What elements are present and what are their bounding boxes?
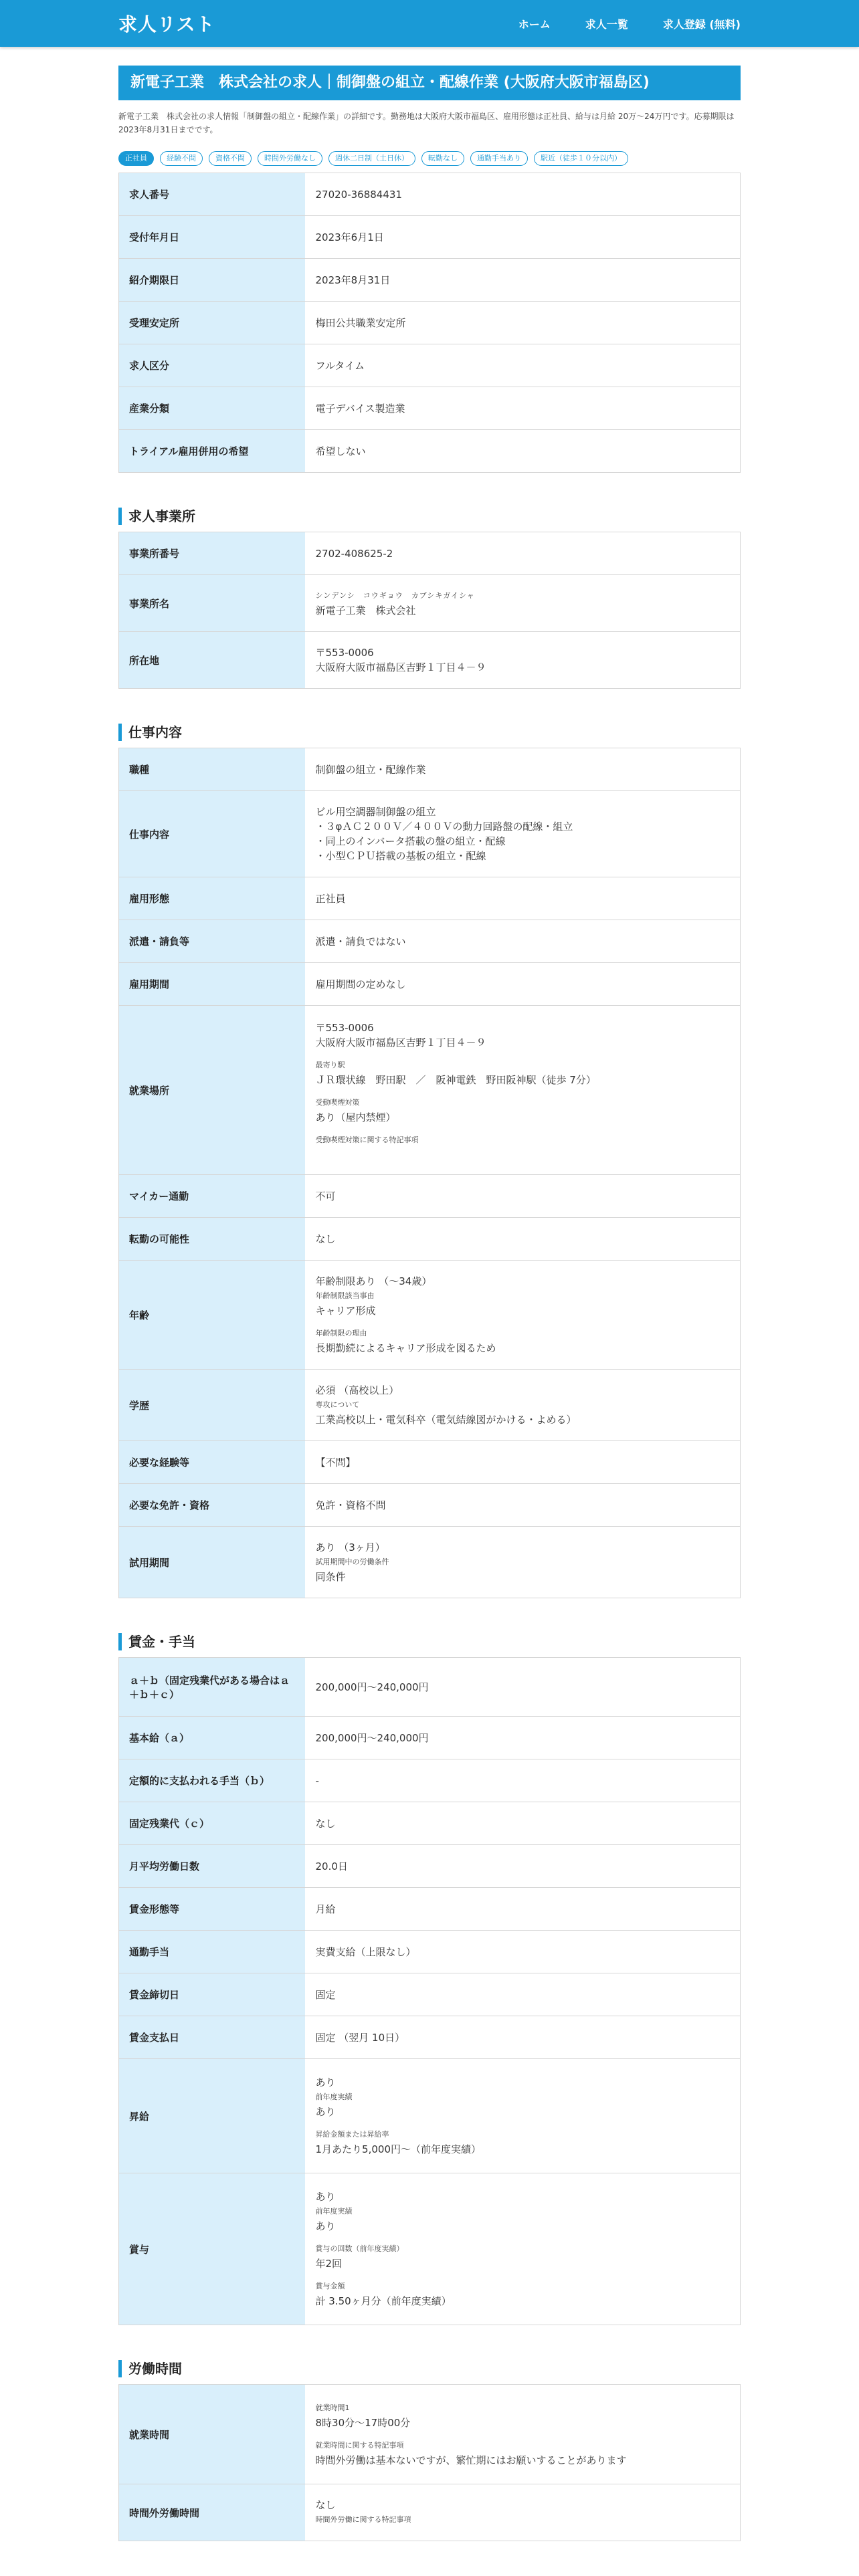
table-row xyxy=(119,532,741,575)
table-row xyxy=(119,877,741,920)
trial-condition-label: 試用期間中の労働条件 xyxy=(315,1558,389,1566)
table-row xyxy=(119,387,741,430)
main-content xyxy=(118,66,741,2541)
table-row xyxy=(119,2059,741,2173)
table-row xyxy=(119,1484,741,1527)
tag-badge[interactable]: 通勤手当あり xyxy=(470,151,528,166)
smoking-note-label: 受動喫煙対策に関する特記事項 xyxy=(315,1136,419,1144)
row-value: 免許・資格不問 xyxy=(305,1484,741,1527)
row-value xyxy=(305,791,741,877)
row-value xyxy=(305,575,741,632)
table-row xyxy=(119,1931,741,1973)
row-value xyxy=(305,632,741,689)
row-label: 雇用形態 xyxy=(119,877,305,920)
row-label: ａ＋ｂ（固定残業代がある場合はａ＋ｂ＋ｃ） xyxy=(119,1658,305,1717)
row-value xyxy=(305,2484,741,2541)
row-label: 仕事内容 xyxy=(119,791,305,877)
bonus-prev-label: 前年度実績 xyxy=(315,2207,353,2216)
bonus-amount-label: 賞与金額 xyxy=(315,2282,345,2290)
table-row xyxy=(119,920,741,963)
row-label: 受理安定所 xyxy=(119,302,305,344)
row-value: 雇用期間の定めなし xyxy=(305,963,741,1006)
table-row xyxy=(119,748,741,791)
office-name-kana: シンデンシ コウギョウ カブシキガイシャ xyxy=(315,591,475,600)
row-value xyxy=(305,1370,741,1441)
wage-section xyxy=(118,1633,741,2325)
office-section xyxy=(118,508,741,689)
address: 大阪府大阪市福島区吉野１丁目４－９ xyxy=(315,661,486,673)
row-label: 試用期間 xyxy=(119,1527,305,1598)
content-line: ビル用空調器制御盤の組立 xyxy=(315,806,436,818)
bonus-prev: あり xyxy=(315,2220,336,2232)
education-major: 工業高校以上・電気科卒（電気結線図がかける・よめる） xyxy=(315,1414,577,1426)
tag-list xyxy=(118,151,741,166)
age-basis: 長期勤続によるキャリア形成を図るため xyxy=(315,1342,496,1354)
overtime: なし xyxy=(315,2499,336,2511)
row-value: 2023年6月1日 xyxy=(305,216,741,259)
row-value: 【不問】 xyxy=(305,1441,741,1484)
table-row xyxy=(119,1658,741,1717)
row-label: 派遣・請負等 xyxy=(119,920,305,963)
tag-badge[interactable]: 週休二日制（土日休） xyxy=(328,151,415,166)
table-row xyxy=(119,216,741,259)
row-value xyxy=(305,1261,741,1370)
education-major-label: 専攻について xyxy=(315,1400,360,1409)
row-label: 職種 xyxy=(119,748,305,791)
tag-badge[interactable]: 転勤なし xyxy=(421,151,464,166)
table-row xyxy=(119,430,741,473)
table-row xyxy=(119,1441,741,1484)
row-value: なし xyxy=(305,1218,741,1261)
raise-amount-label: 昇給金額または昇給率 xyxy=(315,2130,389,2139)
nav-job-register-link[interactable]: 求人登録 (無料) xyxy=(662,17,741,31)
row-label: 賃金形態等 xyxy=(119,1888,305,1931)
row-label: 賃金締切日 xyxy=(119,1973,305,2016)
row-label: 学歴 xyxy=(119,1370,305,1441)
row-value: 固定 （翌月 10日） xyxy=(305,2016,741,2059)
trial-period: あり （3ヶ月） xyxy=(315,1541,385,1553)
table-row xyxy=(119,1759,741,1802)
table-row xyxy=(119,2484,741,2541)
bonus-times-label: 賞与の回数（前年度実績） xyxy=(315,2244,404,2253)
row-label: 事業所名 xyxy=(119,575,305,632)
overtime-note-label: 時間外労働に関する特記事項 xyxy=(315,2515,411,2524)
row-label: トライアル雇用併用の希望 xyxy=(119,430,305,473)
row-label: 必要な免許・資格 xyxy=(119,1484,305,1527)
table-row xyxy=(119,1006,741,1175)
age-limit: 年齢制限あり （〜34歳） xyxy=(315,1275,432,1287)
row-label: 通勤手当 xyxy=(119,1931,305,1973)
row-label: 事業所番号 xyxy=(119,532,305,575)
row-label: 転勤の可能性 xyxy=(119,1218,305,1261)
site-logo[interactable]: 求人リスト xyxy=(118,13,215,35)
row-value: 正社員 xyxy=(305,877,741,920)
age-reason-label: 年齢制限該当事由 xyxy=(315,1291,375,1300)
top-bar xyxy=(0,0,859,47)
row-value: 希望しない xyxy=(305,430,741,473)
work-note-label: 就業時間に関する特記事項 xyxy=(315,2441,404,2450)
hours-section xyxy=(118,2360,741,2541)
table-row xyxy=(119,1973,741,2016)
table-row xyxy=(119,1261,741,1370)
table-row xyxy=(119,963,741,1006)
row-value: 固定 xyxy=(305,1973,741,2016)
raise-amount: 1月あたり5,000円〜（前年度実績） xyxy=(315,2143,481,2155)
row-value: 2023年8月31日 xyxy=(305,259,741,302)
table-row xyxy=(119,1717,741,1759)
row-value: 27020-36884431 xyxy=(305,173,741,216)
station: ＪＲ環状線 野田駅 ／ 阪神電鉄 野田阪神駅（徒歩 7分） xyxy=(315,1074,596,1086)
row-value: なし xyxy=(305,1802,741,1845)
job-description: 新電子工業 株式会社の求人情報「制御盤の組立・配線作業」の詳細です。勤務地は大阪府大阪市福島区、雇用形態は正社員、給与は月給 20万〜24万円です。応募期限は2023年8月31日までです。 xyxy=(118,112,735,134)
table-row xyxy=(119,632,741,689)
row-label: 定額的に支払われる手当（ｂ） xyxy=(119,1759,305,1802)
row-label: 産業分類 xyxy=(119,387,305,430)
row-label: 年齢 xyxy=(119,1261,305,1370)
tag-badge[interactable]: 時間外労働なし xyxy=(258,151,322,166)
row-label: 昇給 xyxy=(119,2059,305,2173)
content-line: ・同上のインバータ搭載の盤の組立・配線 xyxy=(315,835,506,847)
work-section xyxy=(118,724,741,1598)
table-row xyxy=(119,302,741,344)
table-row xyxy=(119,2173,741,2325)
table-row xyxy=(119,2016,741,2059)
main-nav xyxy=(518,16,741,31)
section-heading: 労働時間 xyxy=(118,2360,741,2377)
postal-code: 〒553-0006 xyxy=(315,647,374,659)
table-row xyxy=(119,1370,741,1441)
raise-prev-label: 前年度実績 xyxy=(315,2092,353,2101)
row-value: 実費支給（上限なし） xyxy=(305,1931,741,1973)
row-value: - xyxy=(305,1759,741,1802)
table-row xyxy=(119,344,741,387)
row-value: 月給 xyxy=(305,1888,741,1931)
table-row xyxy=(119,791,741,877)
section-heading: 賃金・手当 xyxy=(118,1633,741,1650)
address: 大阪府大阪市福島区吉野１丁目４－９ xyxy=(315,1037,486,1049)
bonus: あり xyxy=(315,2191,336,2203)
section-heading: 仕事内容 xyxy=(118,724,741,741)
tag-badge[interactable]: 経験不問 xyxy=(160,151,203,166)
row-value xyxy=(305,1006,741,1175)
trial-condition: 同条件 xyxy=(315,1571,346,1583)
station-label: 最寄り駅 xyxy=(315,1061,345,1069)
row-label: 就業場所 xyxy=(119,1006,305,1175)
row-label: 受付年月日 xyxy=(119,216,305,259)
bonus-amount: 計 3.50ヶ月分（前年度実績） xyxy=(315,2295,452,2307)
postal-code: 〒553-0006 xyxy=(315,1022,374,1034)
work-note: 時間外労働は基本ないですが、繁忙期にはお願いすることがあります xyxy=(315,2454,627,2466)
row-value: 不可 xyxy=(305,1175,741,1218)
row-value: 2702-408625-2 xyxy=(305,532,741,575)
age-basis-label: 年齢制限の理由 xyxy=(315,1329,367,1337)
raise-prev: あり xyxy=(315,2106,336,2118)
table-row xyxy=(119,1175,741,1218)
row-value xyxy=(305,2385,741,2484)
row-label: 固定残業代（ｃ） xyxy=(119,1802,305,1845)
row-value: フルタイム xyxy=(305,344,741,387)
content-line: ・３φＡＣ２００Ｖ／４００Ｖの動力回路盤の配線・組立 xyxy=(315,821,573,833)
row-value xyxy=(305,1527,741,1598)
row-value: 制御盤の組立・配線作業 xyxy=(305,748,741,791)
education: 必須 （高校以上） xyxy=(315,1384,399,1396)
table-row xyxy=(119,575,741,632)
tag-badge[interactable]: 資格不問 xyxy=(209,151,252,166)
hours-table xyxy=(118,2384,741,2541)
row-value xyxy=(305,2173,741,2325)
work-table xyxy=(118,748,741,1598)
row-value: 200,000円〜240,000円 xyxy=(305,1717,741,1759)
row-value: 梅田公共職業安定所 xyxy=(305,302,741,344)
nav-job-list-link[interactable]: 求人一覧 xyxy=(585,17,628,31)
row-label: 雇用期間 xyxy=(119,963,305,1006)
table-row xyxy=(119,173,741,216)
office-table xyxy=(118,532,741,689)
tag-badge[interactable]: 正社員 xyxy=(118,151,154,166)
table-row xyxy=(119,1527,741,1598)
row-label: 就業時間 xyxy=(119,2385,305,2484)
row-value xyxy=(305,2059,741,2173)
bonus-times: 年2回 xyxy=(315,2258,343,2270)
row-value: 20.0日 xyxy=(305,1845,741,1888)
row-label: 賃金支払日 xyxy=(119,2016,305,2059)
office-name: 新電子工業 株式会社 xyxy=(315,605,416,617)
row-label: 所在地 xyxy=(119,632,305,689)
row-value: 200,000円〜240,000円 xyxy=(305,1658,741,1717)
table-row xyxy=(119,1802,741,1845)
nav-home-link[interactable]: ホーム xyxy=(518,17,551,31)
row-label: 時間外労働時間 xyxy=(119,2484,305,2541)
work1: 8時30分〜17時00分 xyxy=(315,2417,411,2429)
row-label: 月平均労働日数 xyxy=(119,1845,305,1888)
table-row xyxy=(119,1888,741,1931)
row-value: 派遣・請負ではない xyxy=(305,920,741,963)
row-label: 賞与 xyxy=(119,2173,305,2325)
table-row xyxy=(119,259,741,302)
basic-info-table xyxy=(118,173,741,473)
wage-table xyxy=(118,1657,741,2325)
work1-label: 就業時間1 xyxy=(315,2403,350,2412)
content-line: ・小型ＣＰＵ搭載の基板の組立・配線 xyxy=(315,850,486,862)
row-label: 求人番号 xyxy=(119,173,305,216)
table-row xyxy=(119,1845,741,1888)
row-value: 電子デバイス製造業 xyxy=(305,387,741,430)
job-title: 新電子工業 株式会社の求人｜制御盤の組立・配線作業 (大阪府大阪市福島区) xyxy=(118,66,741,100)
table-row xyxy=(119,1218,741,1261)
age-reason: キャリア形成 xyxy=(315,1305,376,1317)
row-label: マイカー通勤 xyxy=(119,1175,305,1218)
smoking-label: 受動喫煙対策 xyxy=(315,1098,360,1107)
table-row xyxy=(119,2385,741,2484)
section-heading: 求人事業所 xyxy=(118,508,741,525)
row-label: 必要な経験等 xyxy=(119,1441,305,1484)
smoking: あり（屋内禁煙） xyxy=(315,1111,396,1123)
row-label: 基本給（ａ） xyxy=(119,1717,305,1759)
row-label: 紹介期限日 xyxy=(119,259,305,302)
tag-badge[interactable]: 駅近（徒歩１０分以内） xyxy=(534,151,628,166)
raise: あり xyxy=(315,2076,336,2088)
row-label: 求人区分 xyxy=(119,344,305,387)
